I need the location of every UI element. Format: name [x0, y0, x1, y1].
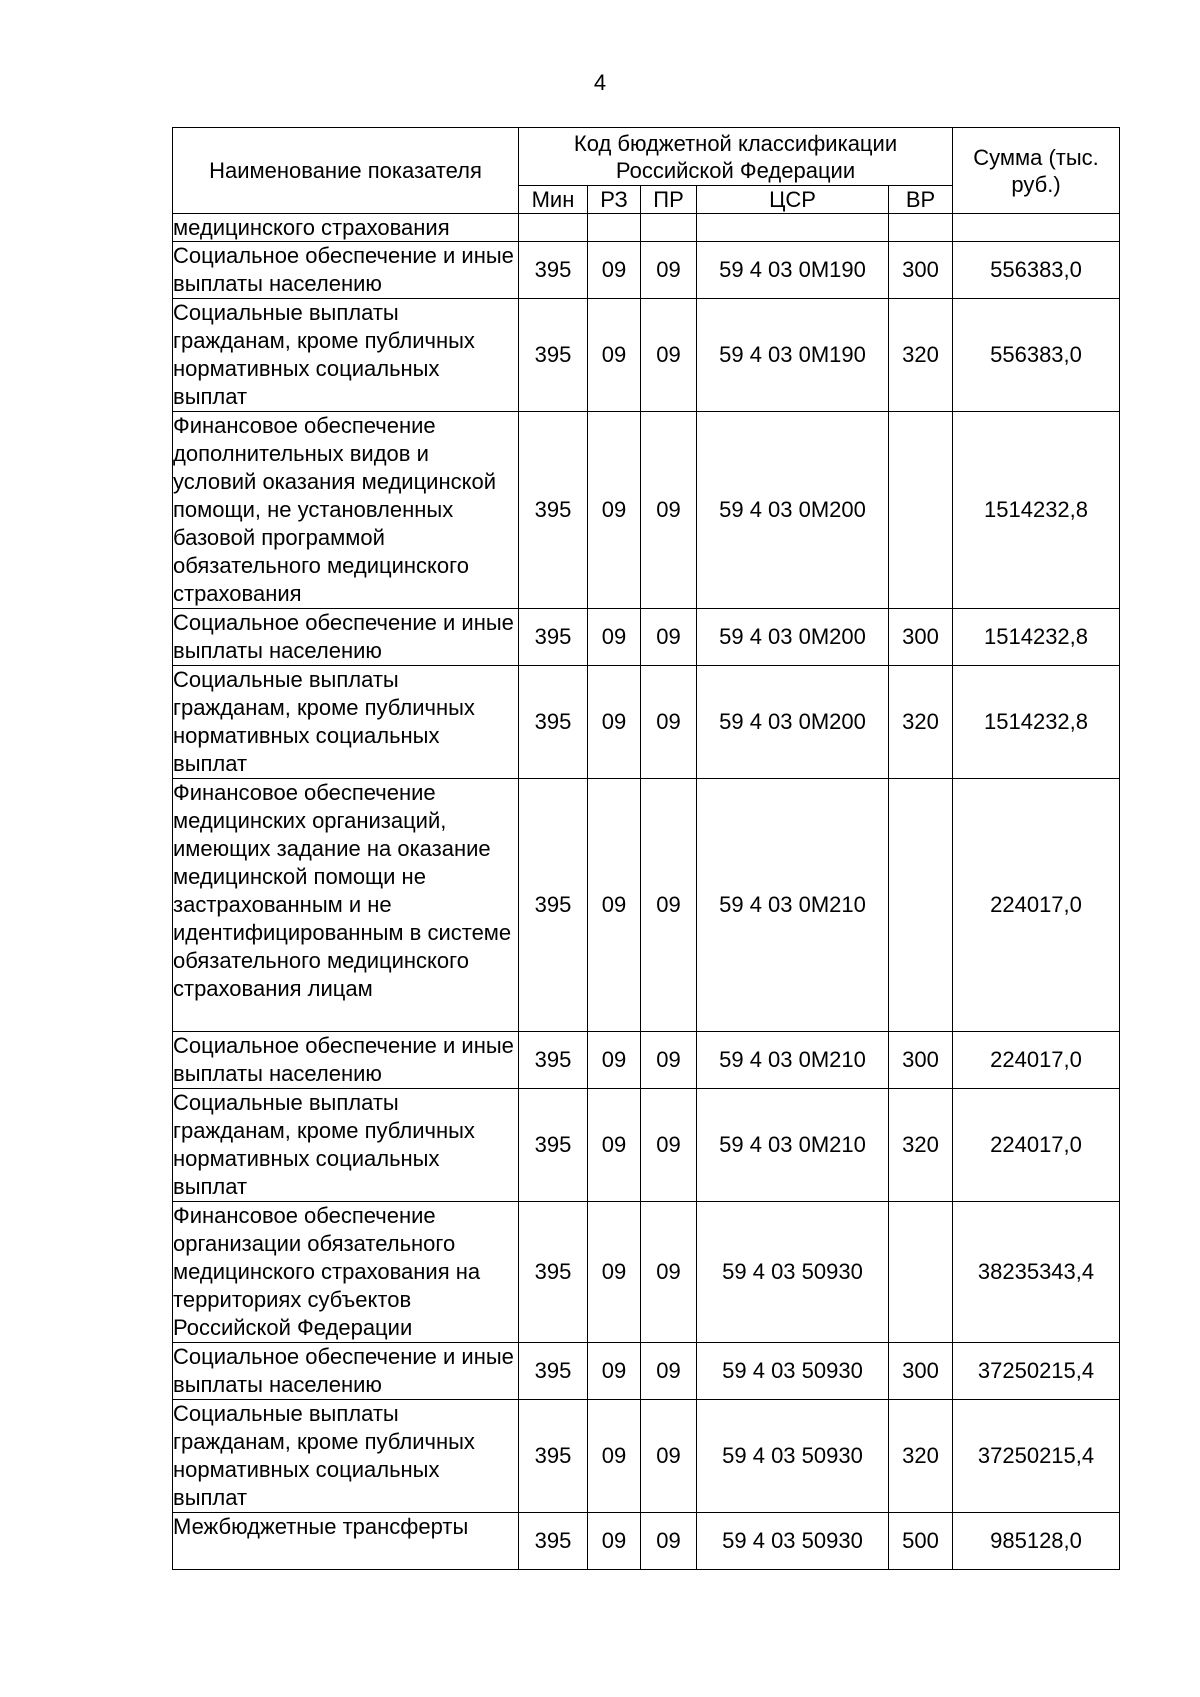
cell-pr: 09 [641, 299, 697, 412]
cell-min: 395 [519, 299, 588, 412]
cell-vr: 300 [889, 609, 953, 666]
cell-vr: 300 [889, 242, 953, 299]
header-rz: РЗ [588, 186, 641, 214]
cell-sum: 1514232,8 [953, 609, 1120, 666]
cell-rz: 09 [588, 299, 641, 412]
cell-vr: 320 [889, 666, 953, 779]
cell-csr: 59 4 03 0М190 [697, 242, 889, 299]
cell-vr: 300 [889, 1343, 953, 1400]
cell-min: 395 [519, 1400, 588, 1513]
continuation-text: медицинского страхования [173, 214, 519, 242]
row-name: Финансовое обеспечение медицинских организаций, имеющих задание на оказание медицинской помощи не застрахованным и не идентифицированным в системе обязательного медицинского страхования лицам [173, 779, 519, 1032]
cell-rz: 09 [588, 1400, 641, 1513]
cell-rz: 09 [588, 1089, 641, 1202]
cell-sum: 224017,0 [953, 1032, 1120, 1089]
cell-csr: 59 4 03 50930 [697, 1513, 889, 1570]
cell-rz: 09 [588, 1513, 641, 1570]
cell-rz: 09 [588, 666, 641, 779]
budget-table [172, 127, 1120, 1570]
header-sum: Сумма (тыс. руб.) [953, 128, 1120, 214]
cell-rz: 09 [588, 1202, 641, 1343]
row-name: Социальные выплаты гражданам, кроме публичных нормативных социальных выплат [173, 1089, 519, 1202]
cell-vr [889, 412, 953, 609]
cell-pr: 09 [641, 1343, 697, 1400]
table-row [173, 666, 1120, 779]
header-csr: ЦСР [697, 186, 889, 214]
cell-rz: 09 [588, 779, 641, 1032]
cell-vr: 320 [889, 1089, 953, 1202]
cell-sum: 224017,0 [953, 779, 1120, 1032]
cell-sum: 224017,0 [953, 1089, 1120, 1202]
cell-csr: 59 4 03 50930 [697, 1343, 889, 1400]
cell-rz: 09 [588, 1032, 641, 1089]
cell-csr: 59 4 03 0М210 [697, 1032, 889, 1089]
cell-vr: 300 [889, 1032, 953, 1089]
cell-min: 395 [519, 609, 588, 666]
cell-pr: 09 [641, 1400, 697, 1513]
cell-pr: 09 [641, 1513, 697, 1570]
table-row [173, 1202, 1120, 1343]
header-name: Наименование показателя [173, 128, 519, 214]
cell-min: 395 [519, 1513, 588, 1570]
table-row [173, 609, 1120, 666]
cell-rz: 09 [588, 242, 641, 299]
cell-csr: 59 4 03 0М200 [697, 412, 889, 609]
cell-csr: 59 4 03 0М190 [697, 299, 889, 412]
table-row [173, 242, 1120, 299]
cell-min: 395 [519, 666, 588, 779]
cell-vr: 500 [889, 1513, 953, 1570]
cell-min: 395 [519, 1343, 588, 1400]
cell-vr: 320 [889, 299, 953, 412]
cell-rz: 09 [588, 1343, 641, 1400]
header-vr: ВР [889, 186, 953, 214]
cell-rz: 09 [588, 412, 641, 609]
row-name: Социальное обеспечение и иные выплаты населению [173, 1032, 519, 1089]
table-row [173, 1089, 1120, 1202]
table-row [173, 1513, 1120, 1570]
table-row [173, 1400, 1120, 1513]
cell-min: 395 [519, 1089, 588, 1202]
table-row [173, 779, 1120, 1032]
cell-pr: 09 [641, 1032, 697, 1089]
cell-sum: 37250215,4 [953, 1343, 1120, 1400]
cell-csr: 59 4 03 0М200 [697, 609, 889, 666]
cell-sum: 556383,0 [953, 299, 1120, 412]
row-name: Социальное обеспечение и иные выплаты населению [173, 609, 519, 666]
cell-pr: 09 [641, 1202, 697, 1343]
cell-csr: 59 4 03 0М200 [697, 666, 889, 779]
cell-min: 395 [519, 242, 588, 299]
page-number: 4 [593, 70, 607, 95]
table-row [173, 299, 1120, 412]
cell-sum: 38235343,4 [953, 1202, 1120, 1343]
row-name: Социальное обеспечение и иные выплаты населению [173, 1343, 519, 1400]
header-code-group: Код бюджетной классификации Российской Федерации [519, 128, 953, 186]
cell-min: 395 [519, 1032, 588, 1089]
cell-min: 395 [519, 779, 588, 1032]
table-row [173, 1343, 1120, 1400]
cell-sum: 1514232,8 [953, 412, 1120, 609]
cell-csr: 59 4 03 50930 [697, 1400, 889, 1513]
cell-min: 395 [519, 412, 588, 609]
cell-csr: 59 4 03 50930 [697, 1202, 889, 1343]
header-pr: ПР [641, 186, 697, 214]
cell-sum: 37250215,4 [953, 1400, 1120, 1513]
cell-pr: 09 [641, 666, 697, 779]
row-name: Межбюджетные трансферты [173, 1513, 519, 1570]
cell-pr: 09 [641, 609, 697, 666]
cell-min: 395 [519, 1202, 588, 1343]
cell-sum: 985128,0 [953, 1513, 1120, 1570]
row-name: Финансовое обеспечение дополнительных видов и условий оказания медицинской помощи, не установленных базовой программой обязательного медицинского страхования [173, 412, 519, 609]
table-row [173, 1032, 1120, 1089]
cell-pr: 09 [641, 1089, 697, 1202]
row-name: Социальное обеспечение и иные выплаты населению [173, 242, 519, 299]
cell-pr: 09 [641, 779, 697, 1032]
row-name: Социальные выплаты гражданам, кроме публичных нормативных социальных выплат [173, 299, 519, 412]
cell-sum: 1514232,8 [953, 666, 1120, 779]
cell-vr: 320 [889, 1400, 953, 1513]
cell-csr: 59 4 03 0М210 [697, 1089, 889, 1202]
cell-rz: 09 [588, 609, 641, 666]
row-name: Социальные выплаты гражданам, кроме публичных нормативных социальных выплат [173, 666, 519, 779]
cell-sum: 556383,0 [953, 242, 1120, 299]
cell-pr: 09 [641, 242, 697, 299]
cell-vr [889, 779, 953, 1032]
cell-vr [889, 1202, 953, 1343]
cell-pr: 09 [641, 412, 697, 609]
row-name: Финансовое обеспечение организации обязательного медицинского страхования на территориях субъектов Российской Федерации [173, 1202, 519, 1343]
cell-csr: 59 4 03 0М210 [697, 779, 889, 1032]
header-min: Мин [519, 186, 588, 214]
continuation-row [173, 214, 1120, 242]
table-row [173, 412, 1120, 609]
row-name: Социальные выплаты гражданам, кроме публичных нормативных социальных выплат [173, 1400, 519, 1513]
